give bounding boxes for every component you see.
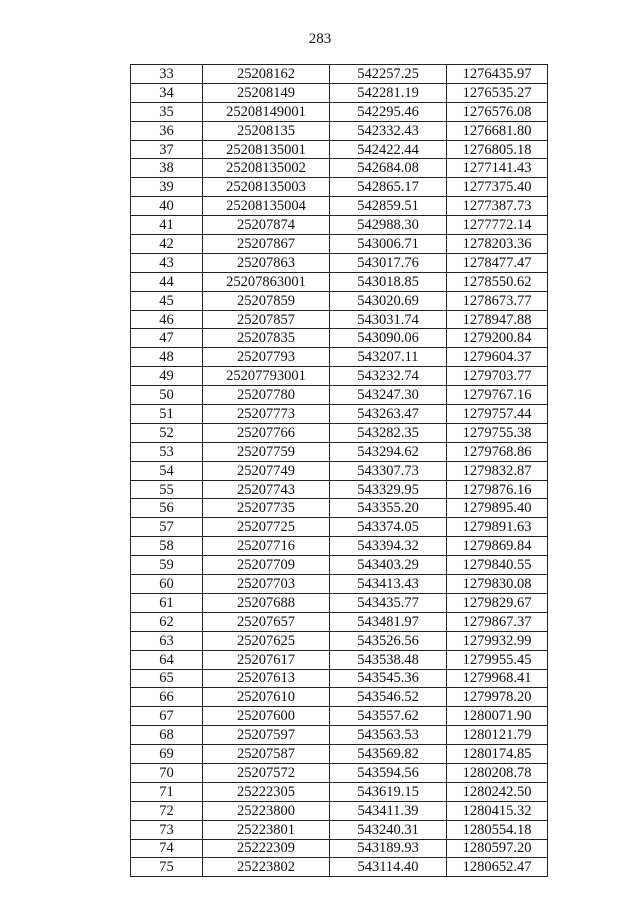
y-coordinate-cell: 1279955.45 — [447, 650, 548, 669]
table-row — [131, 499, 548, 518]
table-row — [131, 688, 548, 707]
y-coordinate-cell: 1279767.16 — [447, 386, 548, 405]
point-id-cell: 25208135002 — [203, 159, 330, 178]
table-row — [131, 442, 548, 461]
row-index-cell: 73 — [131, 820, 203, 839]
y-coordinate-cell: 1280597.20 — [447, 839, 548, 858]
point-id-cell: 25207688 — [203, 593, 330, 612]
table-row — [131, 782, 548, 801]
row-index-cell: 45 — [131, 291, 203, 310]
point-id-cell: 25207587 — [203, 745, 330, 764]
x-coordinate-cell: 543294.62 — [330, 442, 447, 461]
point-id-cell: 25208135 — [203, 121, 330, 140]
row-index-cell: 67 — [131, 707, 203, 726]
x-coordinate-cell: 542684.08 — [330, 159, 447, 178]
x-coordinate-cell: 543563.53 — [330, 726, 447, 745]
y-coordinate-cell: 1280415.32 — [447, 801, 548, 820]
row-index-cell: 52 — [131, 423, 203, 442]
table-row — [131, 423, 548, 442]
x-coordinate-cell: 543394.32 — [330, 537, 447, 556]
y-coordinate-cell: 1276576.08 — [447, 102, 548, 121]
table-row — [131, 839, 548, 858]
point-id-cell: 25208149001 — [203, 102, 330, 121]
x-coordinate-cell: 543435.77 — [330, 593, 447, 612]
table-row — [131, 253, 548, 272]
row-index-cell: 71 — [131, 782, 203, 801]
table-row — [131, 367, 548, 386]
table-row — [131, 707, 548, 726]
y-coordinate-cell: 1280121.79 — [447, 726, 548, 745]
table-row — [131, 801, 548, 820]
point-id-cell: 25207610 — [203, 688, 330, 707]
table-row — [131, 348, 548, 367]
x-coordinate-cell: 542332.43 — [330, 121, 447, 140]
x-coordinate-cell: 542988.30 — [330, 216, 447, 235]
y-coordinate-cell: 1276805.18 — [447, 140, 548, 159]
table-row — [131, 272, 548, 291]
row-index-cell: 64 — [131, 650, 203, 669]
table-row — [131, 310, 548, 329]
table-row — [131, 405, 548, 424]
y-coordinate-cell: 1279768.86 — [447, 442, 548, 461]
point-id-cell: 25207749 — [203, 461, 330, 480]
point-id-cell: 25208135004 — [203, 197, 330, 216]
table-row — [131, 556, 548, 575]
point-id-cell: 25222309 — [203, 839, 330, 858]
point-id-cell: 25223801 — [203, 820, 330, 839]
x-coordinate-cell: 543232.74 — [330, 367, 447, 386]
y-coordinate-cell: 1278203.36 — [447, 235, 548, 254]
row-index-cell: 74 — [131, 839, 203, 858]
point-id-cell: 25223802 — [203, 858, 330, 877]
row-index-cell: 63 — [131, 631, 203, 650]
point-id-cell: 25207874 — [203, 216, 330, 235]
y-coordinate-cell: 1278673.77 — [447, 291, 548, 310]
row-index-cell: 53 — [131, 442, 203, 461]
point-id-cell: 25207859 — [203, 291, 330, 310]
point-id-cell: 25207703 — [203, 575, 330, 594]
y-coordinate-cell: 1279895.40 — [447, 499, 548, 518]
x-coordinate-cell: 543569.82 — [330, 745, 447, 764]
table-row — [131, 140, 548, 159]
y-coordinate-cell: 1279932.99 — [447, 631, 548, 650]
row-index-cell: 37 — [131, 140, 203, 159]
y-coordinate-cell: 1280174.85 — [447, 745, 548, 764]
row-index-cell: 44 — [131, 272, 203, 291]
x-coordinate-cell: 543526.56 — [330, 631, 447, 650]
row-index-cell: 47 — [131, 329, 203, 348]
table-row — [131, 216, 548, 235]
row-index-cell: 48 — [131, 348, 203, 367]
point-id-cell: 25207773 — [203, 405, 330, 424]
x-coordinate-cell: 543247.30 — [330, 386, 447, 405]
x-coordinate-cell: 543017.76 — [330, 253, 447, 272]
table-row — [131, 83, 548, 102]
table-row — [131, 575, 548, 594]
x-coordinate-cell: 543240.31 — [330, 820, 447, 839]
table-row — [131, 650, 548, 669]
row-index-cell: 72 — [131, 801, 203, 820]
x-coordinate-cell: 543557.62 — [330, 707, 447, 726]
row-index-cell: 66 — [131, 688, 203, 707]
x-coordinate-cell: 543594.56 — [330, 763, 447, 782]
table-row — [131, 518, 548, 537]
point-id-cell: 25208135001 — [203, 140, 330, 159]
y-coordinate-cell: 1279703.77 — [447, 367, 548, 386]
y-coordinate-cell: 1279840.55 — [447, 556, 548, 575]
y-coordinate-cell: 1277772.14 — [447, 216, 548, 235]
x-coordinate-cell: 543546.52 — [330, 688, 447, 707]
y-coordinate-cell: 1280208.78 — [447, 763, 548, 782]
point-id-cell: 25207780 — [203, 386, 330, 405]
table-row — [131, 820, 548, 839]
point-id-cell: 25207857 — [203, 310, 330, 329]
y-coordinate-cell: 1279200.84 — [447, 329, 548, 348]
x-coordinate-cell: 543282.35 — [330, 423, 447, 442]
x-coordinate-cell: 542257.25 — [330, 65, 447, 84]
point-id-cell: 25223800 — [203, 801, 330, 820]
x-coordinate-cell: 543411.39 — [330, 801, 447, 820]
y-coordinate-cell: 1276535.27 — [447, 83, 548, 102]
table-row — [131, 235, 548, 254]
x-coordinate-cell: 543619.15 — [330, 782, 447, 801]
row-index-cell: 55 — [131, 480, 203, 499]
row-index-cell: 69 — [131, 745, 203, 764]
coordinates-table-body — [131, 65, 548, 877]
x-coordinate-cell: 542281.19 — [330, 83, 447, 102]
row-index-cell: 34 — [131, 83, 203, 102]
row-index-cell: 42 — [131, 235, 203, 254]
point-id-cell: 25207725 — [203, 518, 330, 537]
row-index-cell: 56 — [131, 499, 203, 518]
x-coordinate-cell: 543090.06 — [330, 329, 447, 348]
row-index-cell: 68 — [131, 726, 203, 745]
x-coordinate-cell: 543403.29 — [330, 556, 447, 575]
point-id-cell: 25207835 — [203, 329, 330, 348]
x-coordinate-cell: 543114.40 — [330, 858, 447, 877]
x-coordinate-cell: 542295.46 — [330, 102, 447, 121]
x-coordinate-cell: 543207.11 — [330, 348, 447, 367]
row-index-cell: 49 — [131, 367, 203, 386]
point-id-cell: 25207716 — [203, 537, 330, 556]
x-coordinate-cell: 543189.93 — [330, 839, 447, 858]
row-index-cell: 38 — [131, 159, 203, 178]
row-index-cell: 46 — [131, 310, 203, 329]
y-coordinate-cell: 1279757.44 — [447, 405, 548, 424]
table-row — [131, 612, 548, 631]
y-coordinate-cell: 1279830.08 — [447, 575, 548, 594]
x-coordinate-cell: 543538.48 — [330, 650, 447, 669]
y-coordinate-cell: 1279832.87 — [447, 461, 548, 480]
point-id-cell: 25207617 — [203, 650, 330, 669]
x-coordinate-cell: 543006.71 — [330, 235, 447, 254]
y-coordinate-cell: 1279604.37 — [447, 348, 548, 367]
row-index-cell: 59 — [131, 556, 203, 575]
x-coordinate-cell: 543413.43 — [330, 575, 447, 594]
x-coordinate-cell: 543481.97 — [330, 612, 447, 631]
x-coordinate-cell: 543018.85 — [330, 272, 447, 291]
point-id-cell: 25207572 — [203, 763, 330, 782]
table-row — [131, 178, 548, 197]
point-id-cell: 25207867 — [203, 235, 330, 254]
point-id-cell: 25207600 — [203, 707, 330, 726]
row-index-cell: 36 — [131, 121, 203, 140]
row-index-cell: 70 — [131, 763, 203, 782]
x-coordinate-cell: 542422.44 — [330, 140, 447, 159]
row-index-cell: 43 — [131, 253, 203, 272]
x-coordinate-cell: 543374.05 — [330, 518, 447, 537]
y-coordinate-cell: 1279978.20 — [447, 688, 548, 707]
page-number: 283 — [308, 31, 332, 47]
row-index-cell: 62 — [131, 612, 203, 631]
y-coordinate-cell: 1279876.16 — [447, 480, 548, 499]
x-coordinate-cell: 542865.17 — [330, 178, 447, 197]
row-index-cell: 65 — [131, 669, 203, 688]
point-id-cell: 25207766 — [203, 423, 330, 442]
row-index-cell: 54 — [131, 461, 203, 480]
y-coordinate-cell: 1276681.80 — [447, 121, 548, 140]
x-coordinate-cell: 543545.36 — [330, 669, 447, 688]
table-row — [131, 386, 548, 405]
row-index-cell: 40 — [131, 197, 203, 216]
x-coordinate-cell: 543263.47 — [330, 405, 447, 424]
table-row — [131, 593, 548, 612]
x-coordinate-cell: 543355.20 — [330, 499, 447, 518]
y-coordinate-cell: 1280652.47 — [447, 858, 548, 877]
point-id-cell: 25207759 — [203, 442, 330, 461]
row-index-cell: 61 — [131, 593, 203, 612]
table-row — [131, 537, 548, 556]
table-row — [131, 669, 548, 688]
y-coordinate-cell: 1279755.38 — [447, 423, 548, 442]
y-coordinate-cell: 1278477.47 — [447, 253, 548, 272]
row-index-cell: 35 — [131, 102, 203, 121]
point-id-cell: 25208149 — [203, 83, 330, 102]
point-id-cell: 25207709 — [203, 556, 330, 575]
y-coordinate-cell: 1279891.63 — [447, 518, 548, 537]
row-index-cell: 41 — [131, 216, 203, 235]
table-row — [131, 159, 548, 178]
table-row — [131, 121, 548, 140]
point-id-cell: 25207863001 — [203, 272, 330, 291]
point-id-cell: 25208135003 — [203, 178, 330, 197]
table-row — [131, 329, 548, 348]
point-id-cell: 25207743 — [203, 480, 330, 499]
table-row — [131, 65, 548, 84]
y-coordinate-cell: 1277375.40 — [447, 178, 548, 197]
x-coordinate-cell: 543031.74 — [330, 310, 447, 329]
y-coordinate-cell: 1279869.84 — [447, 537, 548, 556]
table-row — [131, 858, 548, 877]
x-coordinate-cell: 542859.51 — [330, 197, 447, 216]
y-coordinate-cell: 1279968.41 — [447, 669, 548, 688]
table-row — [131, 461, 548, 480]
table-row — [131, 726, 548, 745]
point-id-cell: 25207613 — [203, 669, 330, 688]
x-coordinate-cell: 543329.95 — [330, 480, 447, 499]
y-coordinate-cell: 1276435.97 — [447, 65, 548, 84]
y-coordinate-cell: 1277387.73 — [447, 197, 548, 216]
x-coordinate-cell: 543307.73 — [330, 461, 447, 480]
table-row — [131, 763, 548, 782]
row-index-cell: 39 — [131, 178, 203, 197]
row-index-cell: 75 — [131, 858, 203, 877]
table-row — [131, 745, 548, 764]
point-id-cell: 25207597 — [203, 726, 330, 745]
y-coordinate-cell: 1280242.50 — [447, 782, 548, 801]
point-id-cell: 25207793 — [203, 348, 330, 367]
x-coordinate-cell: 543020.69 — [330, 291, 447, 310]
row-index-cell: 50 — [131, 386, 203, 405]
y-coordinate-cell: 1277141.43 — [447, 159, 548, 178]
row-index-cell: 57 — [131, 518, 203, 537]
point-id-cell: 25208162 — [203, 65, 330, 84]
y-coordinate-cell: 1280554.18 — [447, 820, 548, 839]
row-index-cell: 58 — [131, 537, 203, 556]
y-coordinate-cell: 1278947.88 — [447, 310, 548, 329]
table-row — [131, 102, 548, 121]
point-id-cell: 25207863 — [203, 253, 330, 272]
y-coordinate-cell: 1280071.90 — [447, 707, 548, 726]
y-coordinate-cell: 1279867.37 — [447, 612, 548, 631]
point-id-cell: 25207625 — [203, 631, 330, 650]
row-index-cell: 51 — [131, 405, 203, 424]
table-row — [131, 631, 548, 650]
row-index-cell: 33 — [131, 65, 203, 84]
coordinates-table — [130, 64, 548, 877]
row-index-cell: 60 — [131, 575, 203, 594]
y-coordinate-cell: 1279829.67 — [447, 593, 548, 612]
table-row — [131, 197, 548, 216]
table-row — [131, 480, 548, 499]
point-id-cell: 25222305 — [203, 782, 330, 801]
point-id-cell: 25207735 — [203, 499, 330, 518]
point-id-cell: 25207657 — [203, 612, 330, 631]
table-row — [131, 291, 548, 310]
y-coordinate-cell: 1278550.62 — [447, 272, 548, 291]
point-id-cell: 25207793001 — [203, 367, 330, 386]
